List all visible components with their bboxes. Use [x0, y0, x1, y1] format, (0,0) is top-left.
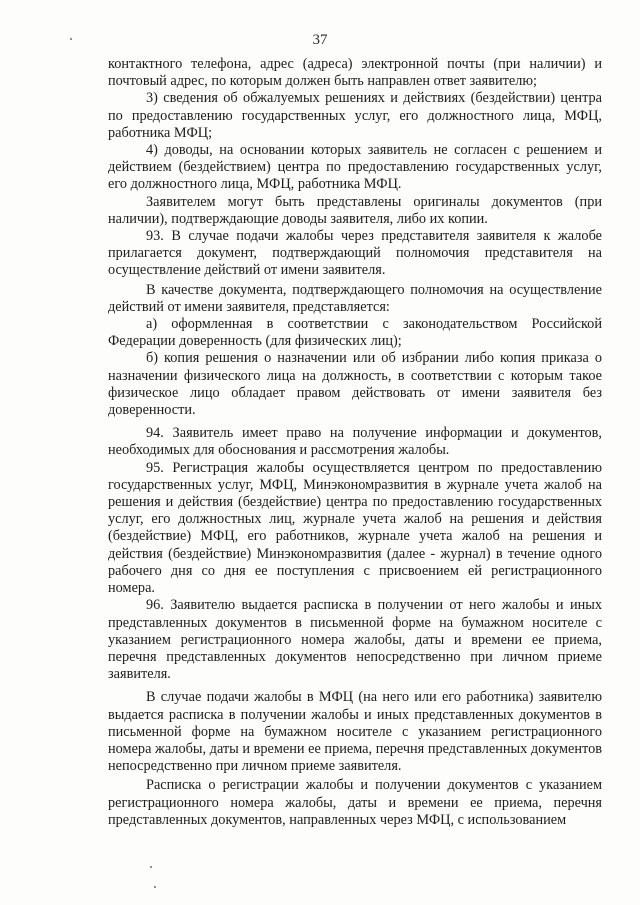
paragraph-item-b: б) копия решения о назначении или об избрании либо копия приказа о назначении физического лица на должность, в соответствии с которым такое физическое лицо обладает правом действовать от имени заявителя без доверенности.	[108, 350, 602, 419]
paragraph-item-a: а) оформленная в соответствии с законодательством Российской Федерации доверенность (для физических лиц);	[108, 316, 602, 350]
paragraph-representative-document: В качестве документа, подтверждающего полномочия на осуществление действий от имени заявителя, представляется:	[108, 281, 602, 315]
paragraph-contact-continuation: контактного телефона, адрес (адреса) электронной почты (при наличии) и почтовый адрес, по которым должен быть направлен ответ заявителю;	[108, 56, 602, 90]
paragraph-mfc-receipt: В случае подачи жалобы в МФЦ (на него или его работника) заявителю выдается расписка в получении жалобы и иных представленных документов в письменной форме на бумажном носителе с указанием регистрационного номера жалобы, даты и времени ее приема, перечня представленных документов непосредственно при личном приеме заявителя.	[108, 689, 602, 775]
paragraph-96: 96. Заявителю выдается расписка в получении от него жалобы и иных представленных документов в письменной форме на бумажном носителе с указанием регистрационного номера жалобы, даты и времени ее приема, перечня представленных документов непосредственно при личном приеме заявителя.	[108, 597, 602, 683]
paragraph-94: 94. Заявитель имеет право на получение информации и документов, необходимых для обоснования и рассмотрения жалобы.	[108, 425, 602, 459]
paragraph-item-3: 3) сведения об обжалуемых решениях и действиях (бездействии) центра по предоставлению государственных услуг, его должностного лица, МФЦ, работника МФЦ;	[108, 90, 602, 141]
scan-speck	[154, 886, 156, 888]
document-body	[108, 56, 602, 829]
paragraph-93: 93. В случае подачи жалобы через представителя заявителя к жалобе прилагается документ, подтверждающий полномочия представителя на осуществление действий от имени заявителя.	[108, 228, 602, 279]
paragraph-item-4: 4) доводы, на основании которых заявитель не согласен с решением и действием (бездействием) центра по предоставлению государственных услуг, его должностного лица, МФЦ, работника МФЦ.	[108, 142, 602, 193]
page-number: 37	[312, 32, 328, 48]
paragraph-95: 95. Регистрация жалобы осуществляется центром по предоставлению государственных услуг, МФЦ, Минэкономразвития в журнале учета жалоб на решения и действия (бездействие) центра по предоставлению государственных услуг, его должностных лиц, журнале учета жалоб на решения и действия (бездействие) МФЦ, его работников, журнале учета жалоб на решения и действия (бездействие) Минэкономразвития (далее - журнал) в течение одного рабочего дня со дня ее поступления с присвоением ей регистрационного номера.	[108, 459, 602, 597]
scan-speck	[70, 38, 72, 40]
scan-speck	[150, 866, 152, 868]
paragraph-originals: Заявителем могут быть представлены оригиналы документов (при наличии), подтверждающие доводы заявителя, либо их копии.	[108, 193, 602, 227]
paragraph-registration-receipt: Расписка о регистрации жалобы и получении документов с указанием регистрационного номера жалобы, даты и времени ее приема, перечня представленных документов, направленных через МФЦ, с использованием	[108, 777, 602, 828]
